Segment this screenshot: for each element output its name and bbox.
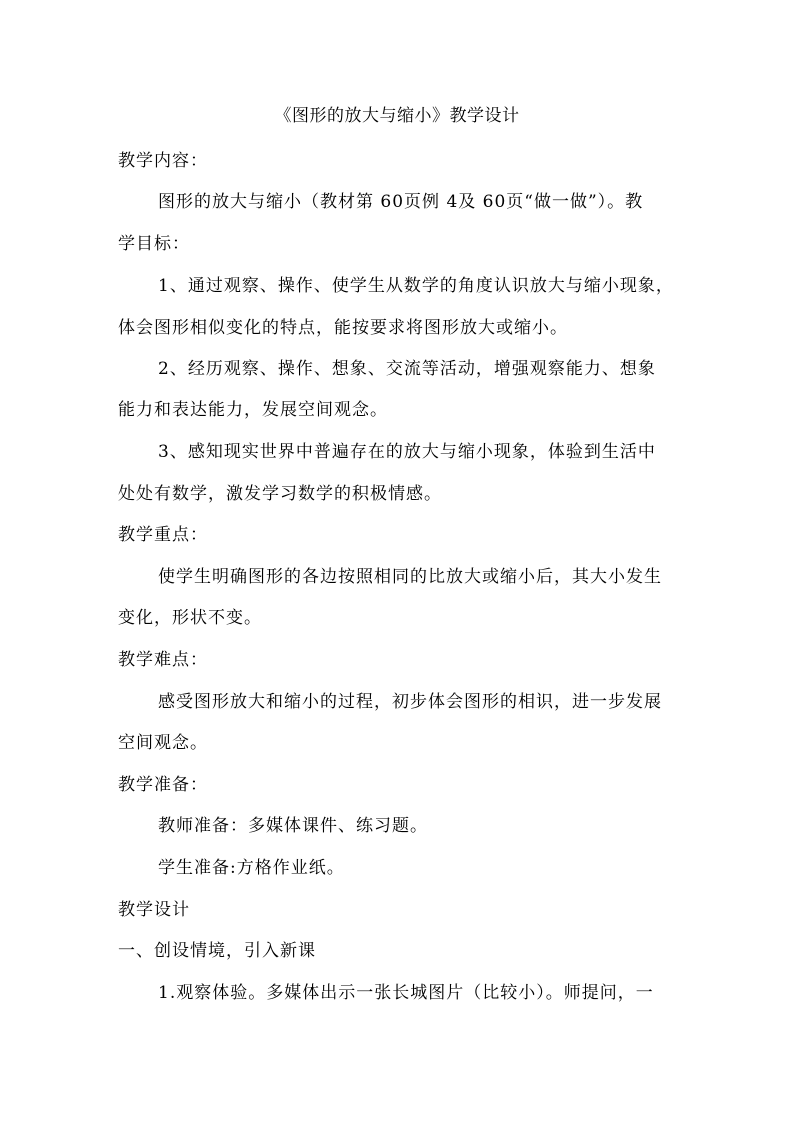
objective-line: 处处有数学，激发学习数学的积极情感。 (118, 484, 442, 504)
objective-line: 1、通过观察、操作、使学生从数学的角度认识放大与缩小现象， (158, 276, 674, 296)
paragraph-line: 图形的放大与缩小（教材第 60页例 4及 60页“做一做”）。教 (158, 192, 644, 212)
section-heading-difficulties: 教学难点： (118, 650, 208, 670)
paragraph-line: 学生准备:方格作业纸。 (158, 858, 345, 878)
paragraph-line: 感受图形放大和缩小的过程，初步体会图形的相识，进一步发展 (158, 692, 662, 712)
paragraph-line: 使学生明确图形的各边按照相同的比放大或缩小后，其大小发生 (158, 567, 662, 587)
objective-line: 2、经历观察、操作、想象、交流等活动，增强观察能力、想象 (158, 359, 656, 379)
objective-line: 能力和表达能力，发展空间观念。 (118, 400, 388, 420)
section-heading-content: 教学内容： (118, 151, 208, 171)
paragraph-line: 空间观念。 (118, 733, 208, 753)
objective-line: 体会图形相似变化的特点，能按要求将图形放大或缩小。 (118, 318, 568, 338)
section-heading-design: 教学设计 (118, 900, 190, 920)
objective-line: 3、感知现实世界中普遍存在的放大与缩小现象，体验到生活中 (158, 442, 656, 462)
paragraph-line: 变化，形状不变。 (118, 608, 262, 628)
document-title: 《图形的放大与缩小》教学设计 (274, 106, 520, 126)
section-heading-key-points: 教学重点： (118, 525, 208, 545)
paragraph-line: 1.观察体验。多媒体出示一张长城图片（比较小）。师提问，一 (158, 983, 654, 1003)
paragraph-line: 学目标： (118, 234, 190, 254)
section-heading-preparation: 教学准备： (118, 775, 208, 795)
paragraph-line: 教师准备：多媒体课件、练习题。 (158, 816, 428, 836)
subsection-heading: 一、创设情境，引入新课 (118, 941, 316, 961)
